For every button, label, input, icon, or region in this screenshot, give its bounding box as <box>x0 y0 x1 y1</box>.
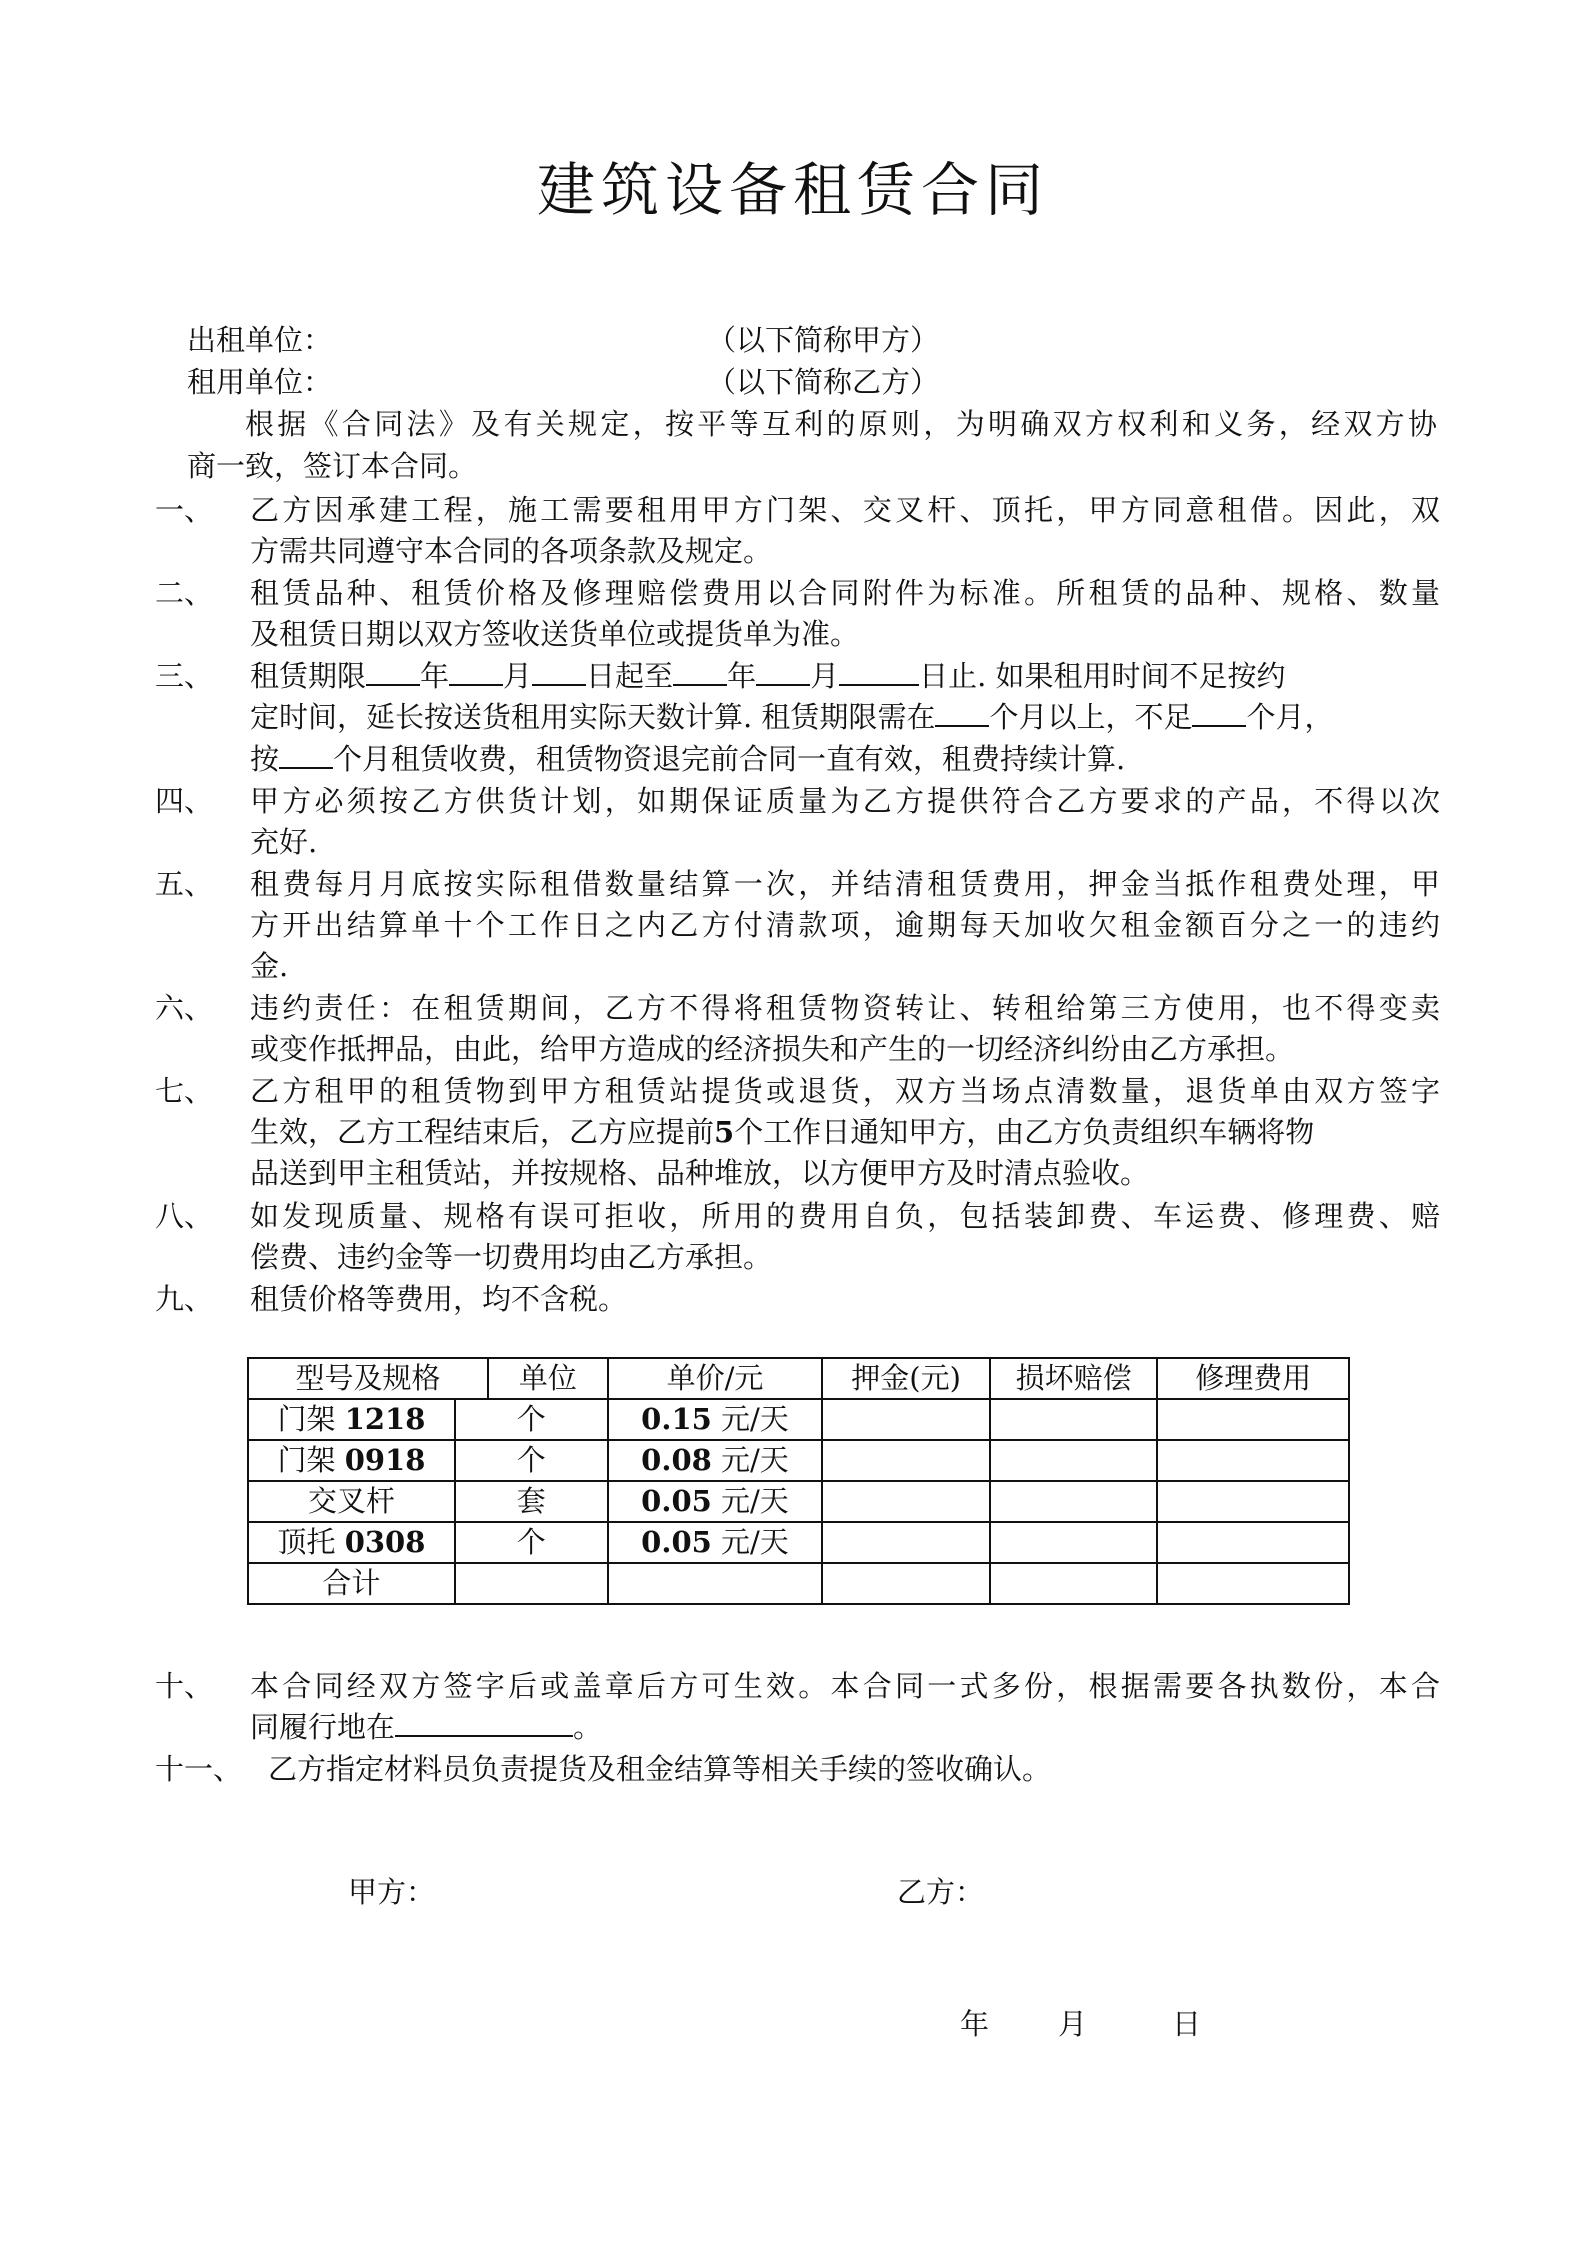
party-b-signature-label: 乙方： <box>897 1875 985 1909</box>
clause-3-text: 年 <box>727 659 757 693</box>
clause-1-number: 一、 <box>155 493 214 527</box>
clause-2-number: 二、 <box>155 576 214 610</box>
header-damage: 损坏赔偿 <box>990 1358 1158 1399</box>
model-code: 1218 <box>344 1402 426 1436</box>
clause-7-line-1: 乙方租甲的租赁物到甲方租赁站提货或退货，双方当场点清数量，退货单由双方签字 <box>250 1074 1440 1108</box>
repair-cell[interactable] <box>1157 1481 1349 1522</box>
performance-place-blank[interactable] <box>395 1707 573 1737</box>
clause-5-number: 五、 <box>155 867 214 901</box>
clause-5-line-3: 金. <box>250 949 289 983</box>
price-value: 0.08 <box>641 1443 712 1477</box>
damage-cell[interactable] <box>990 1399 1158 1440</box>
header-repair: 修理费用 <box>1157 1358 1349 1399</box>
clause-3-text: 租赁期限 <box>250 659 367 693</box>
damage-cell[interactable] <box>990 1481 1158 1522</box>
model-cell <box>248 1522 455 1563</box>
clause-2-line-1: 租赁品种、租赁价格及修理赔偿费用以合同附件为标准。所租赁的品种、规格、数量 <box>250 576 1440 610</box>
clause-7-line-3: 品送到甲主租赁站，并按规格、品种堆放，以方便甲方及时清点验收。 <box>250 1156 1150 1190</box>
short-months-blank[interactable] <box>1192 697 1246 727</box>
clause-10-text: 同履行地在 <box>250 1710 396 1744</box>
price-unit: 元/天 <box>721 1443 789 1477</box>
clause-10-text: 。 <box>573 1710 603 1744</box>
header-model: 型号及规格 <box>249 1359 489 1398</box>
clause-3-line-3 <box>250 739 1440 780</box>
clause-7-number: 七、 <box>155 1074 214 1108</box>
end-month-blank[interactable] <box>756 656 810 686</box>
clause-8-line-1: 如发现质量、规格有误可拒收，所用的费用自负，包括装卸费、车运费、修理费、赔 <box>250 1199 1440 1233</box>
lessor-label: 出租单位： <box>187 323 333 357</box>
clause-3-text: 年 <box>420 659 450 693</box>
clause-3-line-1 <box>250 656 1440 697</box>
price-table <box>247 1357 1350 1605</box>
party-a-signature-label: 甲方： <box>348 1875 436 1909</box>
clause-3-text: 日止. 如果租用时间不足按约 <box>919 659 1286 693</box>
model-cell <box>248 1440 455 1481</box>
min-months-blank[interactable] <box>935 697 989 727</box>
header-unit: 单位 <box>518 1361 577 1395</box>
clause-3-text: 日起至 <box>586 659 674 693</box>
price-value: 0.05 <box>641 1484 712 1518</box>
clause-3-text: 月 <box>810 659 840 693</box>
model-name: 顶托 <box>277 1525 336 1559</box>
clause-8-number: 八、 <box>155 1199 214 1233</box>
document-title: 建筑设备租赁合同 <box>536 156 1049 224</box>
date-day-label: 日 <box>1172 2007 1202 2041</box>
clause-11-line-1: 乙方指定材料员负责提货及租金结算等相关手续的签收确认。 <box>268 1752 1052 1786</box>
price-cell <box>608 1399 823 1440</box>
model-code: 0918 <box>344 1443 426 1477</box>
repair-cell[interactable] <box>1157 1399 1349 1440</box>
end-year-blank[interactable] <box>673 656 727 686</box>
table-row <box>248 1399 1349 1440</box>
table-header-cell <box>248 1358 608 1399</box>
total-damage-cell[interactable] <box>990 1563 1158 1604</box>
notice-days: 5 <box>714 1115 735 1149</box>
clause-3-text: 定时间，延长按送货租用实际天数计算. 租赁期限需在 <box>250 700 936 734</box>
clause-10-line-2 <box>250 1707 1440 1748</box>
clause-9-line-1: 租赁价格等费用，均不含税。 <box>250 1282 628 1316</box>
clause-3-text: 按 <box>250 742 280 776</box>
clause-1-line-1: 乙方因承建工程，施工需要租用甲方门架、交叉杆、顶托，甲方同意租借。因此，双 <box>250 493 1440 527</box>
header-deposit: 押金(元) <box>822 1358 990 1399</box>
price-unit: 元/天 <box>721 1402 789 1436</box>
table-row <box>248 1481 1349 1522</box>
price-unit: 元/天 <box>721 1525 789 1559</box>
preamble-line-2: 商一致，签订本合同。 <box>187 449 478 483</box>
total-deposit-cell[interactable] <box>822 1563 990 1604</box>
model-cell <box>248 1399 455 1440</box>
charge-months-blank[interactable] <box>279 739 333 769</box>
clause-7-line-2 <box>250 1112 1440 1153</box>
clause-3-text: 月 <box>503 659 533 693</box>
deposit-cell[interactable] <box>822 1440 990 1481</box>
price-cell <box>608 1481 823 1522</box>
start-day-blank[interactable] <box>532 656 586 686</box>
clause-7-text: 个工作日通知甲方，由乙方负责组织车辆将物 <box>734 1115 1315 1149</box>
table-total-row <box>248 1563 1349 1604</box>
clause-5-line-1: 租费每月月底按实际租借数量结算一次，并结清租赁费用，押金当抵作租费处理，甲 <box>250 867 1440 901</box>
price-cell <box>608 1522 823 1563</box>
clause-6-line-2: 或变作抵押品，由此，给甲方造成的经济损失和产生的一切经济纠纷由乙方承担。 <box>250 1032 1295 1066</box>
damage-cell[interactable] <box>990 1522 1158 1563</box>
total-unit-cell[interactable] <box>455 1563 608 1604</box>
unit-cell: 个 <box>455 1522 608 1563</box>
total-label: 合计 <box>248 1563 455 1604</box>
deposit-cell[interactable] <box>822 1481 990 1522</box>
repair-cell[interactable] <box>1157 1440 1349 1481</box>
clause-3-text: 个月租赁收费，租赁物资退完前合同一直有效，租费持续计算. <box>333 742 1126 776</box>
clause-9-number: 九、 <box>155 1282 214 1316</box>
deposit-cell[interactable] <box>822 1399 990 1440</box>
clause-6-line-1: 违约责任：在租赁期间，乙方不得将租赁物资转让、转租给第三方使用，也不得变卖 <box>250 991 1440 1025</box>
clause-5-line-2: 方开出结算单十个工作日之内乙方付清款项，逾期每天加收欠租金额百分之一的违约 <box>250 908 1440 942</box>
repair-cell[interactable] <box>1157 1522 1349 1563</box>
date-month-label: 月 <box>1058 2007 1088 2041</box>
clause-1-line-2: 方需共同遵守本合同的各项条款及规定。 <box>250 534 773 568</box>
clause-4-line-1: 甲方必须按乙方供货计划，如期保证质量为乙方提供符合乙方要求的产品，不得以次 <box>250 784 1440 818</box>
price-unit: 元/天 <box>721 1484 789 1518</box>
header-price: 单价/元 <box>608 1358 823 1399</box>
model-name: 门架 <box>277 1402 336 1436</box>
clause-3-text: 个月， <box>1246 700 1334 734</box>
start-month-blank[interactable] <box>449 656 503 686</box>
total-price-cell[interactable] <box>608 1563 823 1604</box>
clause-2-line-2: 及租赁日期以双方签收送货单位或提货单为准。 <box>250 617 860 651</box>
table-row <box>248 1522 1349 1563</box>
model-cell <box>248 1481 455 1522</box>
clause-3-text: 个月以上，不足 <box>989 700 1193 734</box>
lessee-label: 租用单位： <box>187 365 333 399</box>
clause-4-line-2: 充好. <box>250 825 318 859</box>
total-repair-cell[interactable] <box>1157 1563 1349 1604</box>
model-name: 门架 <box>277 1443 336 1477</box>
clause-4-number: 四、 <box>155 784 214 818</box>
deposit-cell[interactable] <box>822 1522 990 1563</box>
start-year-blank[interactable] <box>366 656 420 686</box>
unit-cell: 个 <box>455 1440 608 1481</box>
damage-cell[interactable] <box>990 1440 1158 1481</box>
table-header-row <box>248 1358 1349 1399</box>
unit-cell: 套 <box>455 1481 608 1522</box>
clause-11-number: 十一、 <box>155 1752 243 1786</box>
preamble-line-1: 根据《合同法》及有关规定，按平等互利的原则，为明确双方权利和义务，经双方协 <box>245 407 1437 441</box>
date-year-label: 年 <box>960 2007 990 2041</box>
lessor-note: （以下简称甲方） <box>707 323 940 357</box>
clause-8-line-2: 偿费、违约金等一切费用均由乙方承担。 <box>250 1240 773 1274</box>
model-code: 0308 <box>344 1525 426 1559</box>
price-cell <box>608 1440 823 1481</box>
unit-cell: 个 <box>455 1399 608 1440</box>
clause-3-number: 三、 <box>155 659 214 693</box>
clause-7-text: 生效，乙方工程结束后，乙方应提前 <box>250 1115 715 1149</box>
model-name: 交叉杆 <box>307 1484 395 1518</box>
lessee-note: （以下简称乙方） <box>707 365 940 399</box>
clause-10-line-1: 本合同经双方签字后或盖章后方可生效。本合同一式多份，根据需要各执数份，本合 <box>250 1669 1440 1703</box>
end-day-blank[interactable] <box>839 656 919 686</box>
price-value: 0.05 <box>641 1525 712 1559</box>
clause-6-number: 六、 <box>155 991 214 1025</box>
clause-10-number: 十、 <box>155 1669 214 1703</box>
clause-3-line-2 <box>250 697 1440 738</box>
table-row <box>248 1440 1349 1481</box>
price-value: 0.15 <box>641 1402 712 1436</box>
